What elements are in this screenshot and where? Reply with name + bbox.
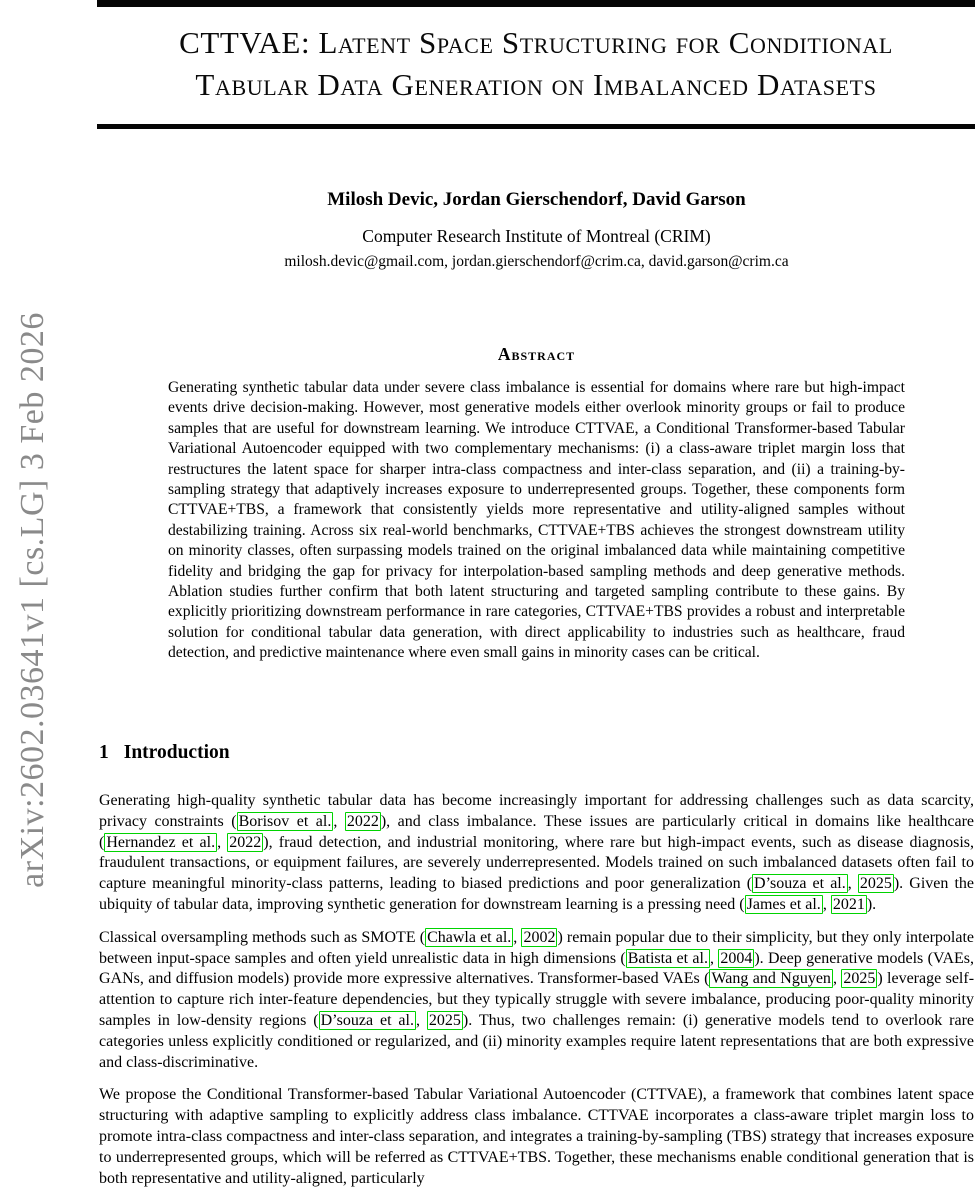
citation-link[interactable]: 2022 — [229, 833, 262, 851]
paper-title-line2: Tabular Data Generation on Imbalanced Datasets — [195, 67, 877, 102]
abstract-text: Generating synthetic tabular data under severe class imbalance is essential for domains where rare but high-impact events drive decision-making. However, most generative models either overlook minority groups or fail to produce samples that are useful for downstream learning. We introduce CTTVAE, a Conditional Transformer-based Tabular Variational Autoencoder equipped with two complementary mechanisms: (i) a class-aware triplet margin loss that restructures the latent space for sharper intra-class compactness and inter-class separation, and (ii) a training-by-sampling strategy that adaptively increases exposure to underrepresented groups. Together, these components form CTTVAE+TBS, a framework that consistently yields more representative and utility-aligned samples without destabilizing training. Across six real-world benchmarks, CTTVAE+TBS achieves the strongest downstream utility on minority classes, often surpassing models trained on the original imbalanced data while maintaining competitive fidelity and bridging the gap for privacy for interpolation-based sampling methods and deep generative methods. Ablation studies further confirm that both latent structuring and targeted sampling contribute to these gains. By explicitly prioritizing downstream performance in rare categories, CTTVAE+TBS provides a robust and interpretable solution for conditional tabular data generation, with direct applicability to industries such as healthcare, fraud detection, and predictive maintenance where even small gains in minority cases can be critical. — [168, 379, 905, 662]
affiliation-line: Computer Research Institute of Montreal (CRIM) — [362, 226, 711, 246]
intro-paragraph-1: Generating high-quality synthetic tabular data has become increasingly important for addressing challenges such as data scarcity, privacy constraints ( Borisov et al. , 2022 ), and class imbalance. These issues are particularly critical in domains like healthcare ( Hernandez et al. , 2022 ), fraud detection, and industrial monitoring, where rare but high-impact events, such as disease diagnosis, fraudulent transactions, or equipment failures, are severely underrepresented. Models trained on such imbalanced datasets often fail to capture meaningful minority-class patterns, leading to biased predictions and poor generalization ( D’souza et al. , 2025 ). Given the ubiquity of tabular data, improving synthetic generation for downstream learning is a pressing need ( James et al. , 2021 ). — [99, 792, 975, 913]
intro-paragraph-3: We propose the Conditional Transformer-based Tabular Variational Autoencoder (CTTVAE), a framework that combines latent space structuring with adaptive sampling to explicitly address class imbalance. CTTVAE incorporates a class-aware triplet margin loss to promote intra-class compactness and inter-class separation, and integrates a training-by-sampling (TBS) strategy that increases exposure to underrepresented groups, which will be referred as CTTVAE+TBS. Together, these mechanisms enable conditional generation that is both representative and utility-aligned, particularly — [99, 1086, 974, 1187]
citation-link[interactable]: 2025 — [859, 875, 892, 893]
introduction-section — [99, 742, 974, 1201]
citation-link[interactable]: D’souza et al. — [320, 1011, 414, 1029]
citation-link[interactable]: 2022 — [346, 812, 379, 830]
citation-link[interactable]: James et al. — [746, 895, 821, 913]
citation-link[interactable]: 2021 — [832, 895, 865, 913]
citation-link[interactable]: 2002 — [523, 928, 556, 946]
title-rule-top — [97, 0, 975, 7]
paper-title — [97, 22, 975, 106]
authors-line: Milosh Devic, Jordan Gierschendorf, David Garson — [327, 189, 746, 210]
section-heading — [99, 742, 974, 764]
citation-link[interactable]: Borisov et al. — [238, 812, 332, 830]
citation-link[interactable]: Batista et al. — [627, 949, 708, 967]
paper-title-line1: CTTVAE: Latent Space Structuring for Conditional — [179, 25, 893, 60]
arxiv-watermark: arXiv:2602.03641v1 [cs.LG] 3 Feb 2026 — [14, 312, 51, 888]
citation-link[interactable]: Chawla et al. — [427, 928, 512, 946]
section-title: Introduction — [123, 742, 230, 763]
title-rule-bottom — [97, 124, 975, 129]
abstract-heading: Abstract — [497, 344, 576, 364]
citation-link[interactable]: 2025 — [843, 970, 876, 988]
intro-paragraph-2: Classical oversampling methods such as SMOTE ( Chawla et al. , 2002 ) remain popular due to their simplicity, but they only interpolate between input-space samples and often yield unrealistic data in high dimensions ( Batista et al. , 2004 ). Deep generative models (VAEs, GANs, and diffusion models) provide more expressive alternatives. Transformer-based VAEs ( Wang and Nguyen , 2025 ) leverage self-attention to capture rich inter-feature dependencies, but they typically struggle with severe imbalance, producing poor-quality minority samples in low-density regions ( D’souza et al. , 2025 ). Thus, two challenges remain: (i) generative models tend to overlook rare categories unless explicitly conditioned or regularized, and (ii) minority examples require latent representations that are both expressive and class-discriminative. — [99, 928, 975, 1071]
emails-line: milosh.devic@gmail.com, jordan.gierschendorf@crim.ca, david.garson@crim.ca — [284, 253, 789, 270]
citation-link[interactable]: 2004 — [720, 949, 753, 967]
section-number: 1 — [99, 742, 109, 763]
citation-link[interactable]: 2025 — [428, 1011, 461, 1029]
citation-link[interactable]: Hernandez et al. — [106, 833, 216, 851]
citation-link[interactable]: D’souza et al. — [754, 875, 846, 893]
citation-link[interactable]: Wang and Nguyen — [711, 970, 831, 988]
